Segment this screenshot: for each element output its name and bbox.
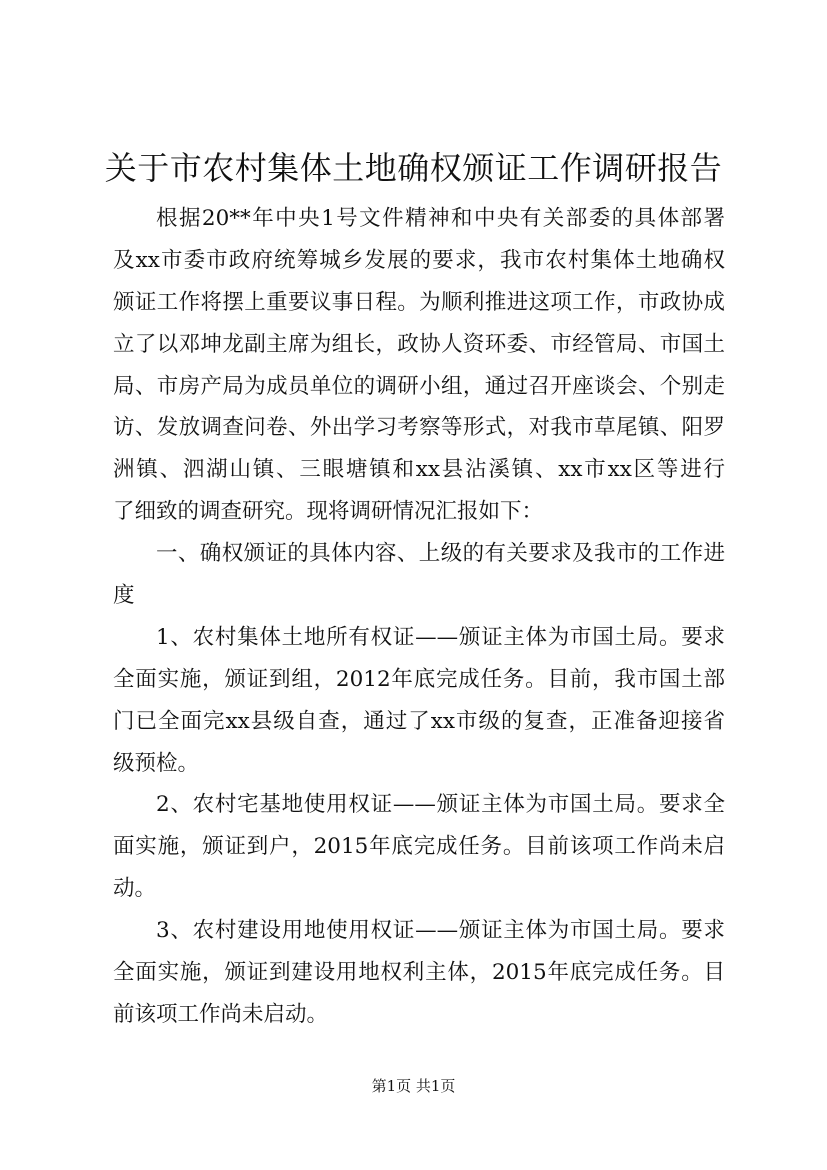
document-title: 关于市农村集体土地确权颁证工作调研报告 (104, 149, 723, 187)
text-line: 颁证工作将摆上重要议事日程。为顺利推进这项工作，市政协成 (113, 289, 725, 315)
paragraph-intro (113, 198, 725, 533)
text-line: 动。 (113, 876, 157, 902)
paragraph-item-2 (113, 784, 725, 910)
text-line: 访、发放调查问卷、外出学习考察等形式，对我市草尾镇、阳罗 (113, 415, 725, 441)
text-line: 度 (113, 583, 135, 609)
text-line: 1、农村集体土地所有权证——颁证主体为市国土局。要求 (156, 624, 725, 650)
text-line: 级预检。 (113, 750, 200, 776)
section-heading (113, 533, 725, 617)
text-line: 前该项工作尚未启动。 (113, 1001, 329, 1027)
text-line: 3、农村建设用地使用权证——颁证主体为市国土局。要求 (156, 918, 725, 944)
text-line: 面实施，颁证到户，2015年底完成任务。目前该项工作尚未启 (113, 834, 725, 860)
page-number: 第1页 共1页 (371, 1077, 456, 1095)
text-line: 了细致的调查研究。现将调研情况汇报如下： (113, 499, 544, 525)
paragraph-item-1 (113, 617, 725, 785)
paragraph-item-3 (113, 910, 725, 1036)
text-line: 门已全面完xx县级自查，通过了xx市级的复查，正准备迎接省 (113, 708, 725, 734)
document-body (113, 198, 725, 1036)
text-line: 2、农村宅基地使用权证——颁证主体为市国土局。要求全 (156, 792, 725, 818)
text-line: 全面实施，颁证到组，2012年底完成任务。目前，我市国土部 (113, 666, 725, 692)
text-line: 根据20**年中央1号文件精神和中央有关部委的具体部署 (156, 206, 725, 231)
text-line: 全面实施，颁证到建设用地权利主体，2015年底完成任务。目 (113, 960, 725, 986)
text-line: 立了以邓坤龙副主席为组长，政协人资环委、市经管局、市国土 (113, 331, 725, 357)
text-line: 及xx市委市政府统筹城乡发展的要求，我市农村集体土地确权 (113, 247, 725, 273)
text-line: 洲镇、泗湖山镇、三眼塘镇和xx县沾溪镇、xx市xx区等进行 (113, 457, 725, 483)
text-line: 一、确权颁证的具体内容、上级的有关要求及我市的工作进 (156, 541, 725, 567)
text-line: 局、市房产局为成员单位的调研小组，通过召开座谈会、个别走 (113, 373, 725, 399)
